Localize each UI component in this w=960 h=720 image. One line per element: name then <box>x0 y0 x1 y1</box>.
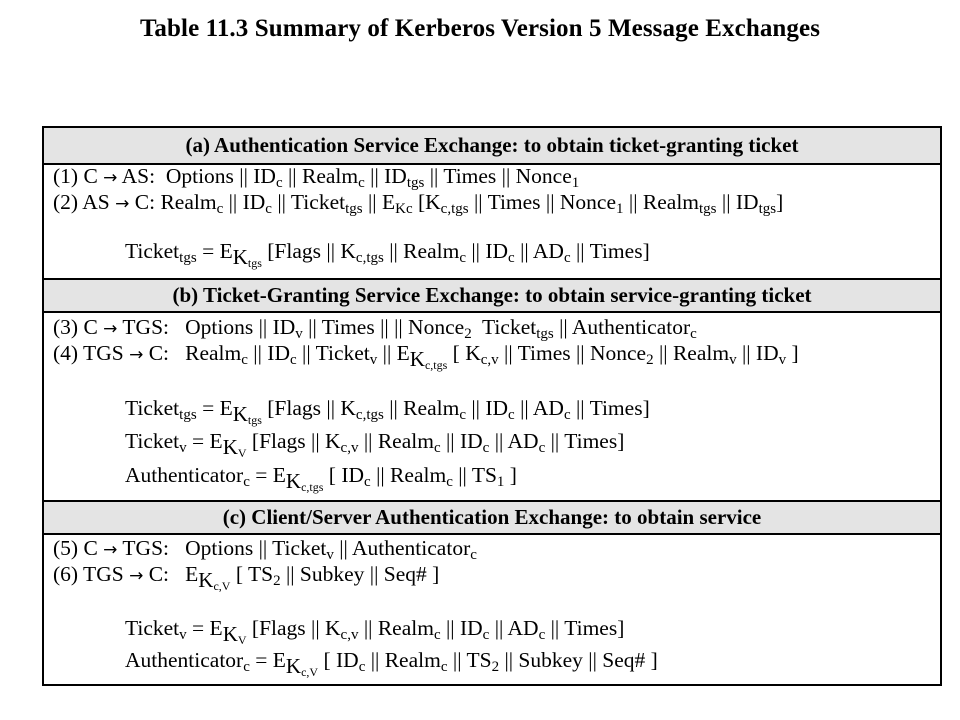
kerberos-message-table <box>42 126 942 686</box>
message-5: (5) C → TGS: Options || Ticket$_v$ || Authenticator$_c$ <box>53 536 477 563</box>
authenticator-definition-c: Authenticator$_c$ = $E_{K_{c,V}}$ [ $ID_c$ || Realm$_c$ || $TS_2$ || Subkey || Seq# ] <box>125 648 658 679</box>
message-1: (1) C → AS: Options || $ID_c$ || Realm$_c$ || $ID_{tgs}$ || Times || Nonce$_1$ <box>53 164 580 191</box>
ticket-v-definition-b: Ticket$_v$ = $E_{K_V}$ [Flags || $K_{c,v}$ || Realm$_c$ || $ID_c$ || $AD_c$ || Times] <box>125 429 625 460</box>
section-a-header: (a) Authentication Service Exchange: to obtain ticket-granting ticket <box>44 128 940 165</box>
message-4: (4) TGS → C: Realm$_c$ || $ID_c$ || Ticket$_v$ || $E_{K_{c,tgs}}$ [ $K_{c,v}$ || Times || Nonce$_2$ || Realm$_v$ || $ID_v$ ] <box>53 341 799 372</box>
ticket-v-definition-c: Ticket$_v$ = $E_{K_V}$ [Flags || $K_{c,v}$ || Realm$_c$ || $ID_c$ || $AD_c$ || Times] <box>125 616 625 647</box>
table-title: Table 11.3 Summary of Kerberos Version 5 Message Exchanges <box>139 15 821 42</box>
message-2: (2) AS → C: Realm$_c$ || $ID_c$ || Ticket$_{tgs}$ || $E_{Kc}$ [$K_{c,tgs}$ || Times || Nonce$_1$ || Realm$_{tgs}$ || $ID_{tgs}$] <box>53 190 784 217</box>
message-3: (3) C → TGS: Options || $ID_v$ || Times || || Nonce$_2$ Ticket$_{tgs}$ || Authenticator$_c$ <box>53 315 697 342</box>
ticket-tgs-definition-b: Ticket$_{tgs}$ = $E_{K_{tgs}}$ [Flags || $K_{c,tgs}$ || Realm$_c$ || $ID_c$ || $AD_c$ || Times] <box>125 396 650 427</box>
authenticator-definition-b: Authenticator$_c$ = $E_{K_{c,tgs}}$ [ $ID_c$ || Realm$_c$ || $TS_1$ ] <box>125 463 517 494</box>
section-c-header: (c) Client/Server Authentication Exchange: to obtain service <box>44 500 940 535</box>
message-6: (6) TGS → C: $E_{K_{c,V}}$ [ $TS_2$ || Subkey || Seq# ] <box>53 562 440 593</box>
ticket-tgs-definition: Ticket$_{tgs}$ = $E_{K_{tgs}}$ [Flags || $K_{c,tgs}$ || Realm$_c$ || $ID_c$ || $AD_c$ || Times] <box>125 239 650 270</box>
section-b-header: (b) Ticket-Granting Service Exchange: to obtain service-granting ticket <box>44 278 940 313</box>
